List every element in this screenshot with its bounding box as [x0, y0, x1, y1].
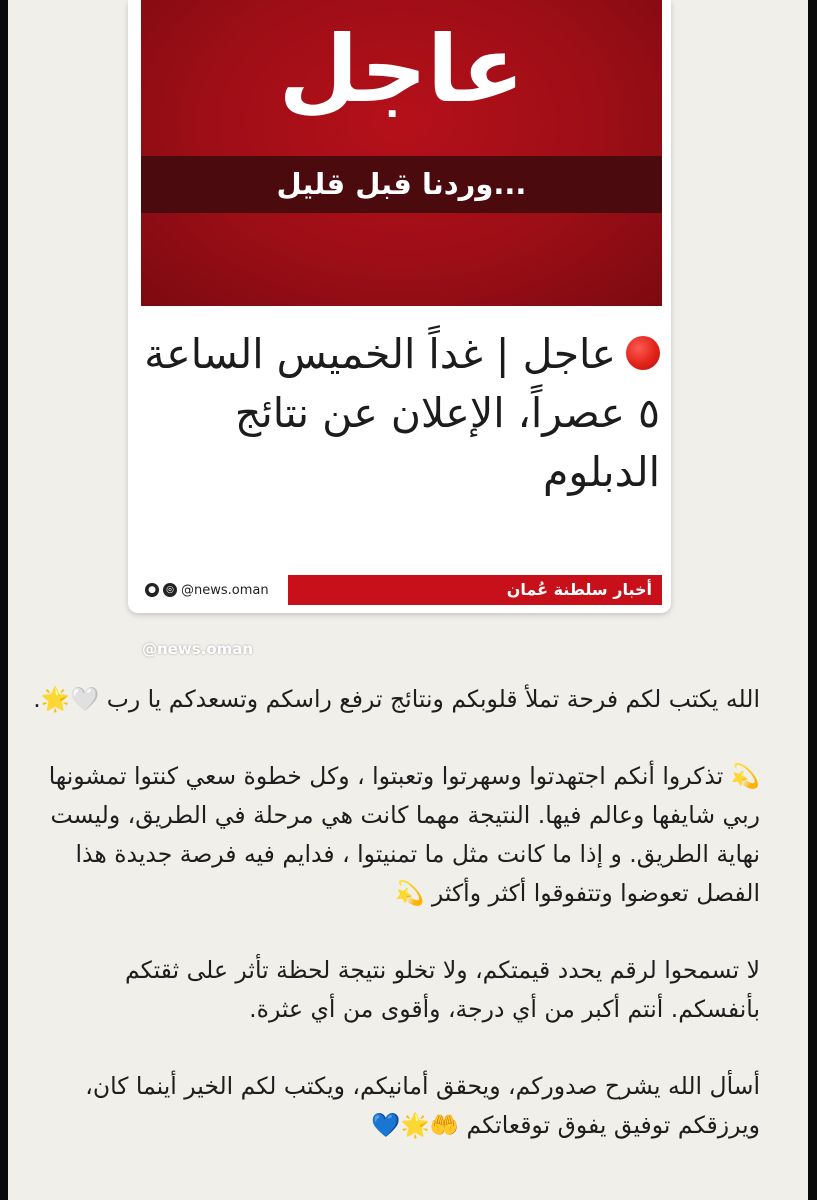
watermark-handle: @news.oman: [142, 640, 254, 658]
footer-brand: أخبار سلطنة عُمان: [506, 580, 652, 599]
banner-title: عاجل: [278, 16, 525, 123]
footer-handle: @news.oman: [181, 582, 269, 598]
breaking-banner: [141, 0, 662, 306]
story-message: [30, 680, 760, 1183]
right-edge: [808, 0, 817, 1200]
red-circle-icon: [626, 336, 660, 370]
footer-social: [141, 575, 288, 605]
message-paragraph-1: الله يكتب لكم فرحة تملأ قلوبكم ونتائج ترفع راسكم وتسعدكم يا رب 🤍🌟.: [33, 685, 760, 713]
message-paragraph-3: لا تسمحوا لرقم يحدد قيمتكم، ولا تخلو نتيجة لحظة تأثر على ثقتكم بأنفسكم. أنتم أكبر من أي درجة، وأقوى من أي عثرة.: [124, 956, 760, 1023]
left-edge: [0, 0, 8, 1200]
news-image-card: [128, 0, 671, 613]
message-paragraph-2: 💫 تذكروا أنكم اجتهدتوا وسهرتوا وتعبتوا ، وكل خطوة سعي كنتوا تمشونها ربي شايفها وعالم فيها. النتيجة مهما كانت هي مرحلة في الطريق، وليست نهاية الطريق. و إذا ما كانت مثل ما تمنيتوا ، فدايم فيه فرصة جديدة هذا الفصل تعوضوا وتتفوقوا أكثر وأكثر 💫: [48, 762, 760, 907]
headline-text: عاجل | غداً الخميس الساعة ٥ عصراً، الإعلان عن نتائج الدبلوم: [144, 330, 660, 496]
card-footer: [141, 575, 662, 605]
snapchat-icon: ●: [145, 583, 159, 597]
message-paragraph-4: أسأل الله يشرح صدوركم، ويحقق أمانيكم، ويكتب لكم الخير أينما كان، ويرزقكم توفيق يفوق توقعاتكم 🤲🌟💙: [85, 1072, 760, 1139]
instagram-icon: ◎: [163, 583, 177, 597]
banner-subtitle: وردنا قبل قليل...: [141, 156, 662, 213]
news-headline: [142, 325, 660, 502]
